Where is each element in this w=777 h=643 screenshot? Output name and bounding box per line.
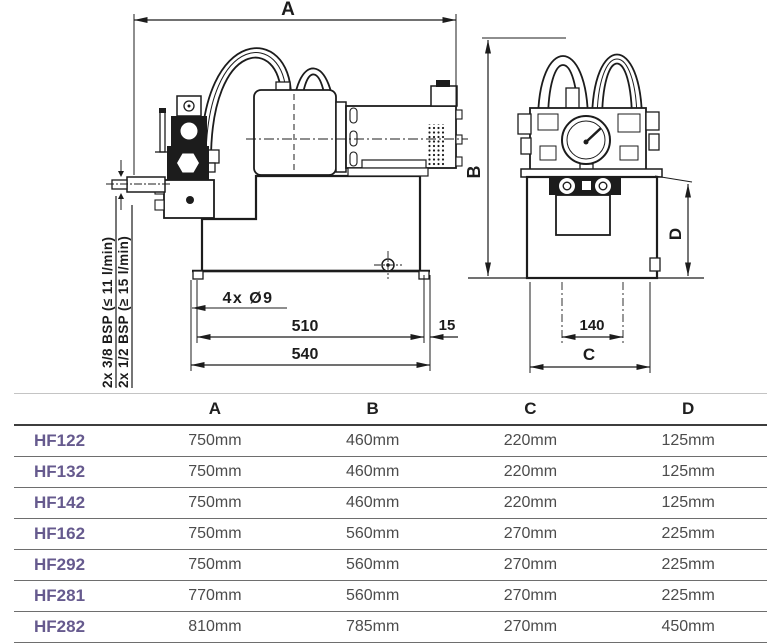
value-cell: 460mm: [345, 432, 400, 449]
value-cell: 560mm: [345, 587, 400, 604]
value-cell: 270mm: [503, 556, 558, 573]
port-spec-small-label: 2x 3/8 BSP (≤ 11 l/min): [100, 236, 115, 388]
value-cell: 770mm: [188, 587, 242, 604]
spec-table: [14, 393, 767, 643]
value-cell: 270mm: [503, 525, 558, 542]
value-cell: 750mm: [188, 494, 242, 511]
vent-grid: [428, 124, 446, 166]
value-cell: 125mm: [661, 494, 715, 511]
spec-table-body: [14, 426, 767, 643]
table-row: [14, 612, 767, 643]
header-col-c: C: [524, 399, 537, 418]
model-cell[interactable]: HF132: [34, 462, 86, 481]
dim-label-15: 15: [438, 317, 456, 334]
holes-label: 4x Ø9: [222, 290, 274, 307]
front-view: [106, 14, 468, 371]
header-col-d: D: [681, 399, 695, 418]
pump-block-side: [518, 108, 659, 174]
dim-label-140: 140: [579, 317, 605, 334]
table-row: [14, 581, 767, 612]
value-cell: 810mm: [188, 618, 242, 635]
value-cell: 750mm: [188, 432, 242, 449]
table-row: [14, 488, 767, 519]
filter-manifold: [549, 178, 621, 235]
value-cell: 560mm: [345, 525, 400, 542]
value-cell: 750mm: [188, 556, 242, 573]
table-row: [14, 426, 767, 457]
dim-label-510: 510: [291, 318, 319, 335]
dim-label-d: D: [666, 227, 685, 241]
value-cell: 750mm: [188, 463, 242, 480]
dim-label-c: C: [582, 345, 596, 364]
value-cell: 750mm: [188, 525, 242, 542]
header-col-a: A: [208, 399, 222, 418]
header-col-b: B: [366, 399, 379, 418]
value-cell: 225mm: [661, 525, 715, 542]
valve-assembly: [155, 96, 219, 218]
value-cell: 460mm: [345, 494, 400, 511]
table-row: [14, 457, 767, 488]
value-cell: 450mm: [661, 618, 715, 635]
port-spec-large-label: 2x 1/2 BSP (≥ 15 l/min): [116, 235, 131, 388]
tank-side: [521, 169, 662, 278]
value-cell: 125mm: [661, 463, 715, 480]
value-cell: 220mm: [503, 494, 558, 511]
dim-label-540: 540: [291, 346, 319, 363]
value-cell: 270mm: [503, 618, 558, 635]
value-cell: 785mm: [345, 618, 400, 635]
value-cell: 560mm: [345, 556, 400, 573]
value-cell: 220mm: [503, 463, 558, 480]
spec-table-header: [14, 394, 767, 426]
model-cell[interactable]: HF281: [34, 586, 86, 605]
port-annotations: [100, 196, 132, 388]
value-cell: 125mm: [661, 432, 715, 449]
model-cell[interactable]: HF292: [34, 555, 86, 574]
value-cell: 270mm: [503, 587, 558, 604]
value-cell: 220mm: [503, 432, 558, 449]
value-cell: 460mm: [345, 463, 400, 480]
model-cell[interactable]: HF162: [34, 524, 86, 543]
model-cell[interactable]: HF122: [34, 431, 86, 450]
dim-label-b: B: [464, 165, 484, 179]
table-row: [14, 550, 767, 581]
dim-label-a: A: [281, 0, 295, 20]
value-cell: 225mm: [661, 556, 715, 573]
model-cell[interactable]: HF142: [34, 493, 86, 512]
model-cell[interactable]: HF282: [34, 617, 86, 636]
table-row: [14, 519, 767, 550]
value-cell: 225mm: [661, 587, 715, 604]
motor-pump-front: [246, 80, 468, 176]
